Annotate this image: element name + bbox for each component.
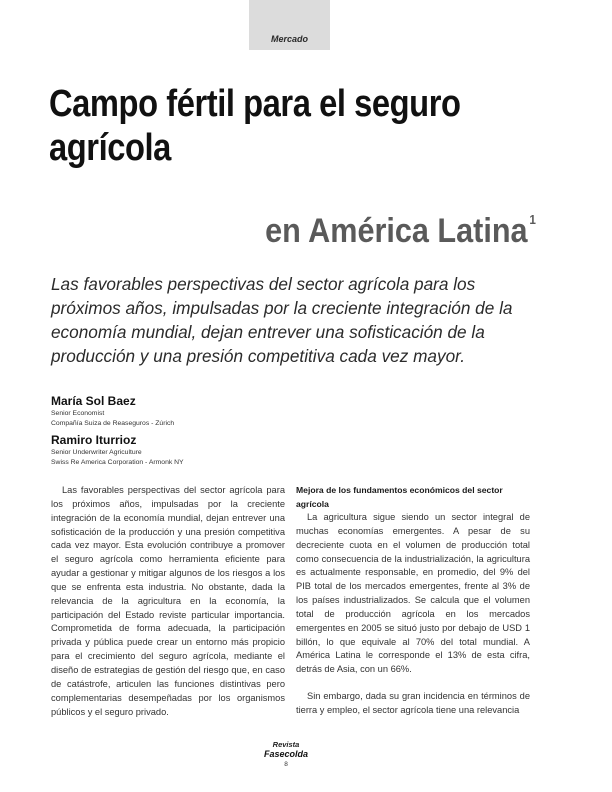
lead-paragraph: Las favorables perspectivas del sector agrícola para los próximos años, impulsadas por la creciente integración de la economía mundial, dejan entrever una sofisticación de la producción y una presión competitiva cada vez mayor. [51, 274, 513, 366]
body-column-right [296, 484, 530, 718]
section-tab [249, 0, 330, 50]
body-paragraph: Sin embargo, dada su gran incidencia en términos de tierra y empleo, el sector agrícola tiene una relevancia [296, 691, 530, 715]
author-role: Senior Underwriter Agriculture [51, 449, 142, 456]
subtitle-text: en América Latina [265, 212, 528, 250]
author-block [51, 433, 184, 468]
publication-logo: Fasecolda [263, 749, 309, 759]
footnote-marker: 1 [529, 212, 536, 227]
author-name: María Sol Baez [51, 394, 136, 408]
article-title: Campo fértil para el seguro agrícola [49, 83, 461, 169]
author-company: Swiss Re America Corporation - Armonk NY [51, 459, 184, 466]
section-label: Mercado [270, 34, 308, 44]
section-heading: Mejora de los fundamentos económicos del sector agrícola [296, 485, 503, 509]
author-company: Compañía Suiza de Reaseguros - Zúrich [51, 420, 175, 427]
article-subtitle [265, 200, 536, 251]
body-paragraph: Las favorables perspectivas del sector agrícola para los próximos años, impulsadas por la creciente integración de la economía mundial, dejan entrever una sofisticación de la producción y una presión competitiva cada vez mayor. Esta evolución contribuye a promover el seguro agrícola como herramienta eficiente para ayudar a gestionar y mitigar algunos de los riesgos a los que se enfrenta esta industria. No obstante, dada la relevancia de la agricultura en la economía, la participación del Estado reviste particular importancia. Comprometida de forma adecuada, la participación privada y pública puede crear un entorno más propicio para el crecimiento del seguro agrícola, mediante el diseño de estrategias de gestión del riesgo que, en caso de catástrofe, articulen las funciones distintivas pero complementarias desempeñadas por los organismos públicos y el seguro privado. [51, 485, 285, 717]
body-paragraph: La agricultura sigue siendo un sector integral de muchas economías emergentes. A pesar de su decreciente cuota en el volumen de producción total como consecuencia de la industrialización, la agricultura es actualmente responsable, en promedio, del 9% del PIB total de los mercados emergentes, frente al 3% de los países industrializados. Se calcula que el volumen total de producción agrícola en los mercados emergentes en 2005 se situó justo por debajo de USD 1 billón, lo que equivale al 70% del total mundial. A América Latina le corresponde el 13% de esta cifra, detrás de Asia, con un 66%. [296, 512, 530, 675]
page-footer [260, 740, 312, 769]
body-column-left [51, 484, 285, 719]
author-block [51, 394, 174, 429]
author-role: Senior Economist [51, 410, 105, 417]
publication-name: Revista [272, 740, 300, 749]
page-number: 8 [284, 761, 288, 768]
author-name: Ramiro Iturrioz [51, 433, 137, 447]
